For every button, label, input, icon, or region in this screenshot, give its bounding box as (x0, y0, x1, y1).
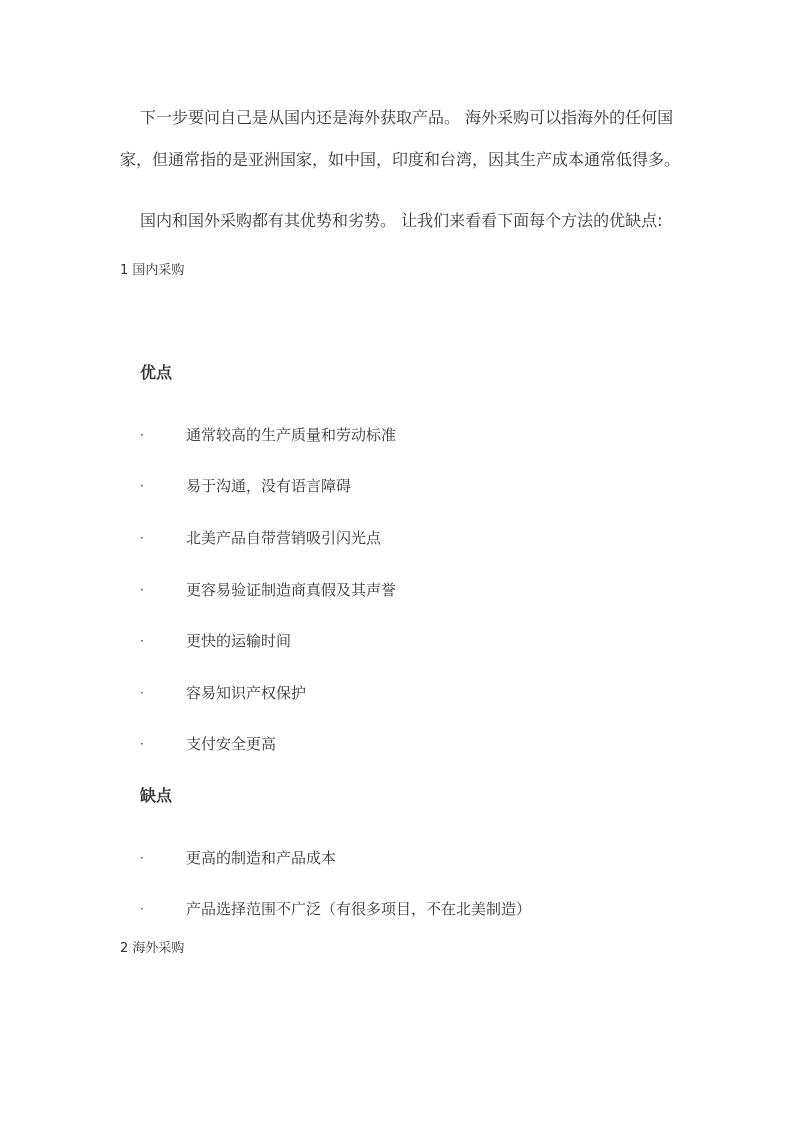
bullet-icon: · (140, 479, 144, 493)
section-label-domestic: 1 国内采购 (120, 263, 185, 278)
bullet-icon: · (140, 686, 144, 700)
pros-list-item (0, 423, 793, 447)
pros-item-text: 支付安全更高 (186, 735, 277, 753)
bullet-icon: · (140, 531, 144, 545)
section-label-overseas: 2 海外采购 (120, 941, 185, 956)
intro-paragraph-1: 下一步要问自己是从国内还是海外获取产品。 海外采购可以指海外的任何国家，但通常指的是亚洲国家，如中国，印度和台湾，因其生产成本通常低得多。 (120, 108, 681, 169)
pros-list-item (0, 578, 793, 602)
bullet-icon: · (140, 634, 144, 648)
pros-item-text: 通常较高的生产质量和劳动标准 (186, 426, 397, 444)
pros-list-item (0, 629, 793, 653)
pros-item-text: 更容易验证制造商真假及其声誉 (186, 581, 397, 599)
cons-list-item (0, 897, 793, 921)
bullet-icon: · (140, 428, 144, 442)
bullet-icon: · (140, 583, 144, 597)
pros-item-text: 易于沟通，没有语言障碍 (186, 477, 352, 495)
pros-item-text: 容易知识产权保护 (186, 684, 307, 702)
bullet-icon: · (140, 737, 144, 751)
pros-list-item (0, 732, 793, 756)
bullet-icon: · (140, 851, 144, 865)
pros-list-item (0, 474, 793, 498)
pros-heading: 优点 (140, 363, 173, 382)
cons-heading: 缺点 (140, 786, 173, 805)
intro-paragraph-2: 国内和国外采购都有其优势和劣势。 让我们来看看下面每个方法的优缺点: (140, 211, 663, 230)
cons-item-text: 产品选择范围不广泛（有很多项目，不在北美制造） (186, 900, 532, 918)
pros-list-item (0, 526, 793, 550)
pros-item-text: 北美产品自带营销吸引闪光点 (186, 529, 382, 547)
cons-list-item (0, 846, 793, 870)
cons-item-text: 更高的制造和产品成本 (186, 849, 337, 867)
pros-item-text: 更快的运输时间 (186, 632, 292, 650)
bullet-icon: · (140, 902, 144, 916)
pros-list-item (0, 681, 793, 705)
